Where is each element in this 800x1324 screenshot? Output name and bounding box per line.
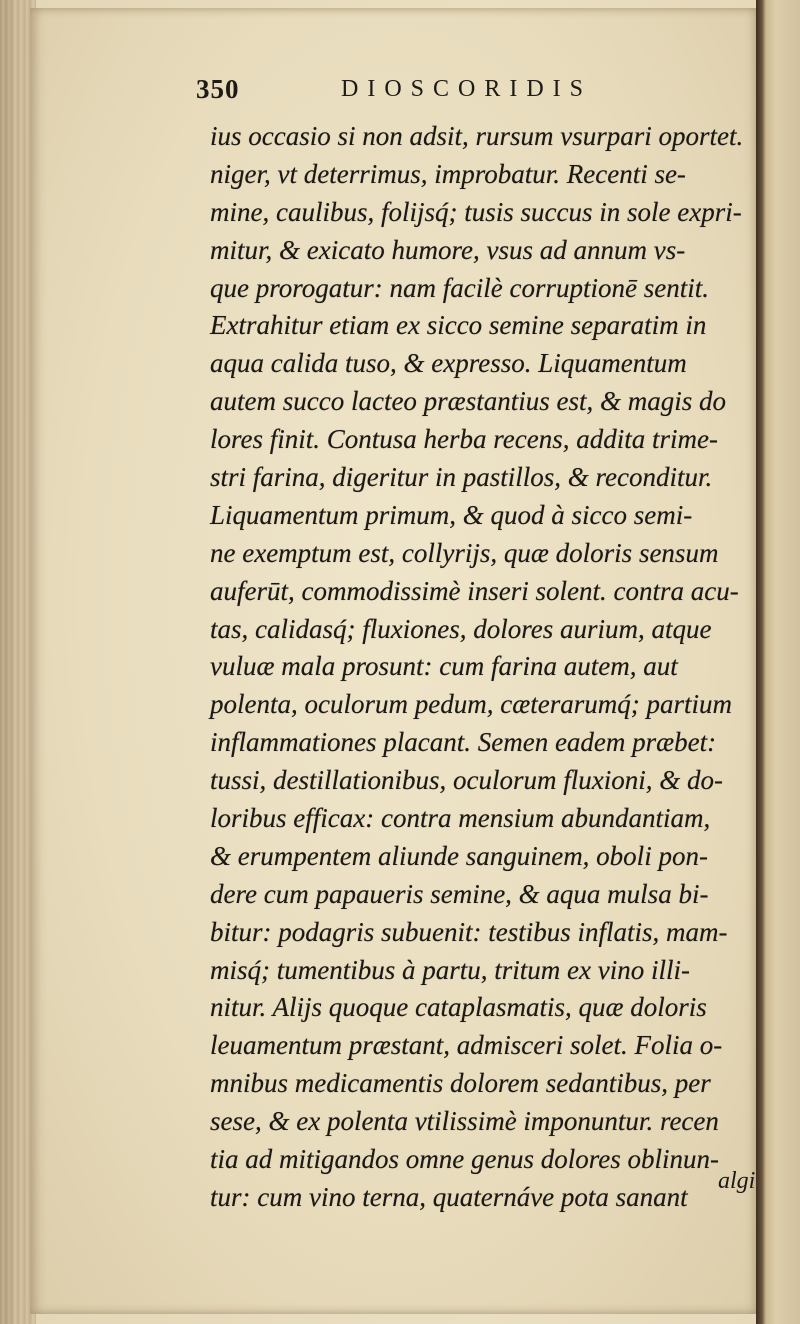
text-line: loribus efficax: contra mensium abundantiam, [210,803,711,834]
text-line: tas, calidasq́; fluxiones, dolores aurium, atque [210,613,712,644]
text-line: leuamentum præstant, admisceri solet. Folia o- [210,1030,723,1061]
text-line: que prorogatur: nam facilè corruptionē sentit. [210,272,709,303]
page-header [196,74,716,114]
text-line: tia ad mitigandos omne genus dolores oblinun- [210,1144,719,1175]
text-line: ius occasio si non adsit, rursum vsurpari oportet. [210,121,744,151]
running-head: DIOSCORIDIS [341,76,593,102]
text-line: bitur: podagris subuenit: testibus inflatis, mam- [210,916,728,947]
text-line: auferūt, commodissimè inseri solent. contra acu- [210,575,739,606]
text-line: stri farina, digeritur in pastillos, & reconditur. [210,462,713,493]
text-line: mnibus medicamentis dolorem sedantibus, per [210,1068,711,1099]
text-line: ne exemptum est, collyrijs, quæ doloris sensum [210,537,719,568]
text-block [210,118,765,1217]
text-line: sese, & ex polenta vtilissimè imponuntur. recen [210,1106,719,1137]
text-line: & erumpentem aliunde sanguinem, oboli pon- [210,840,708,871]
text-line: inflammationes placant. Semen eadem præbet: [210,727,717,758]
text-line: tur: cum vino terna, quaternáve pota sanant [210,1181,688,1212]
text-line: vuluæ mala prosunt: cum farina autem, aut [210,651,678,682]
text-line: autem succo lacteo præstantius est, & magis do [210,386,726,417]
text-line: nitur. Alijs quoque cataplasmatis, quæ doloris [210,992,707,1023]
text-line: Liquamentum primum, & quod à sicco semi- [210,499,693,530]
text-line: niger, vt deterrimus, improbatur. Recenti se- [210,158,686,189]
text-line: lores finit. Contusa herba recens, addita trime- [210,424,718,455]
text-line: dere cum papaueris semine, & aqua mulsa bi- [210,878,709,909]
text-line: tussi, destillationibus, oculorum fluxioni, & do- [210,765,723,796]
catchword: algi [718,1168,756,1194]
text-line: mine, caulibus, folijsq́; tusis succus in sole expri- [210,196,742,227]
text-line: Extrahitur etiam ex sicco semine separatim in [210,310,707,341]
text-line: aqua calida tuso, & expresso. Liquamentum [210,348,687,379]
folio-number: 350 [196,74,240,104]
text-line: mitur, & exicato humore, vsus ad annum vs- [210,234,686,265]
text-line: misq́; tumentibus à partu, tritum ex vino illi- [210,954,690,985]
text-line: polenta, oculorum pedum, cæterarumq́; partium [210,689,732,720]
